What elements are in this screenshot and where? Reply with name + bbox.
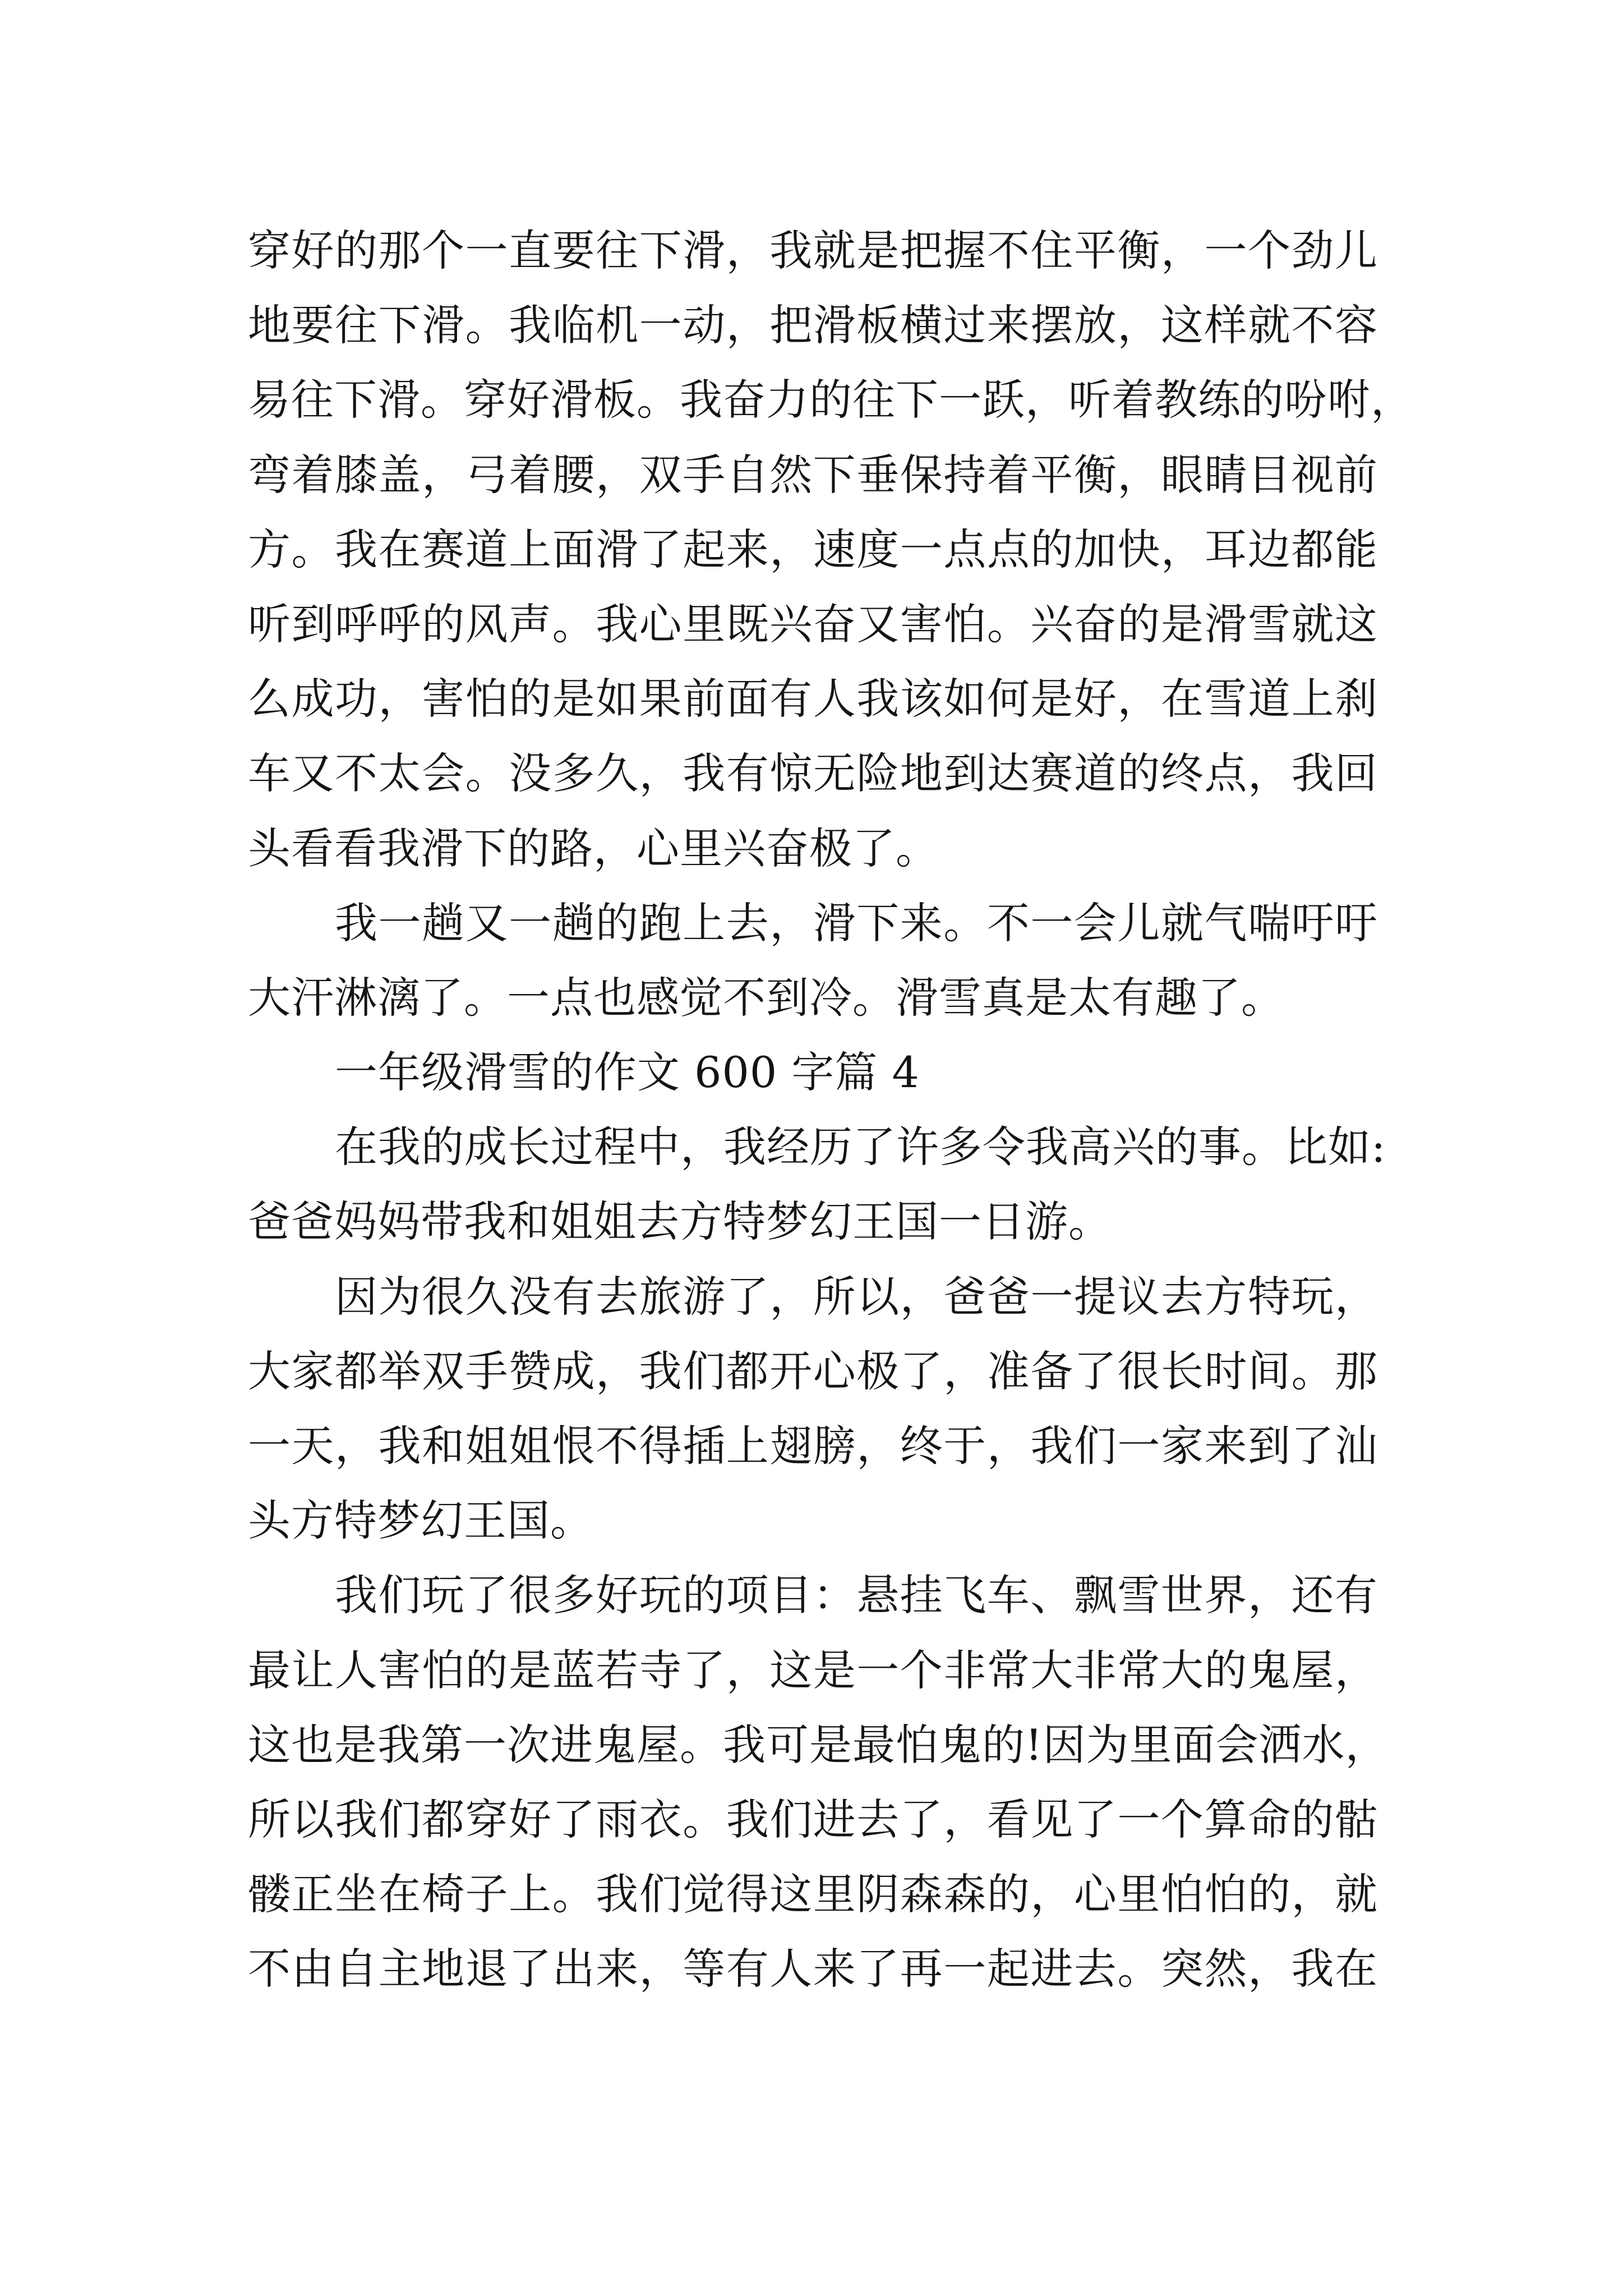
paragraph-start-line: 我们玩了很多好玩的项目：悬挂飞车、飘雪世界，还有: [335, 1570, 1378, 1621]
text-line: 这也是我第一次进鬼屋。我可是最怕鬼的!因为里面会洒水，: [248, 1719, 1389, 1770]
text-line: 髅正坐在椅子上。我们觉得这里阴森森的，心里怕怕的，就: [248, 1869, 1378, 1920]
text-line: 大汗淋漓了。一点也感觉不到冷。滑雪真是太有趣了。: [248, 972, 1284, 1023]
text-line: 车又不太会。没多久，我有惊无险地到达赛道的终点，我回: [248, 748, 1378, 799]
paragraph-start-line: 在我的成长过程中，我经历了许多令我高兴的事。比如:: [335, 1122, 1386, 1172]
text-line: 所以我们都穿好了雨衣。我们进去了，看见了一个算命的骷: [248, 1794, 1378, 1844]
text-line: 爸爸妈妈带我和姐姐去方特梦幻王国一日游。: [248, 1197, 1112, 1247]
text-line: 易往下滑。穿好滑板。我奋力的往下一跃，听着教练的吩咐，: [248, 375, 1414, 425]
text-line: 穿好的那个一直要往下滑，我就是把握不住平衡，一个劲儿: [248, 226, 1378, 275]
text-line: 么成功，害怕的是如果前面有人我该如何是好，在雪道上刹: [248, 674, 1378, 724]
essay-body: [248, 213, 1414, 2007]
text-line: 听到呼呼的风声。我心里既兴奋又害怕。兴奋的是滑雪就这: [248, 599, 1378, 649]
text-line: 头方特梦幻王国。: [248, 1496, 593, 1546]
section-heading: 一年级滑雪的作文 600 字篇 4: [335, 1047, 920, 1098]
text-line: 大家都举双手赞成，我们都开心极了，准备了很长时间。那: [248, 1346, 1378, 1396]
text-line: 最让人害怕的是蓝若寺了，这是一个非常大非常大的鬼屋，: [248, 1645, 1378, 1695]
text-line: 一天，我和姐姐恨不得插上翅膀，终于，我们一家来到了汕: [248, 1421, 1378, 1471]
text-line: 方。我在赛道上面滑了起来，速度一点点的加快，耳边都能: [248, 524, 1378, 574]
text-line: 不由自主地退了出来，等有人来了再一起进去。突然，我在: [248, 1944, 1378, 1994]
text-line: 地要往下滑。我临机一动，把滑板横过来摆放，这样就不容: [248, 300, 1378, 351]
paragraph-start-line: 我一趟又一趟的跑上去，滑下来。不一会儿就气喘吁吁: [335, 898, 1378, 948]
text-line: 头看看我滑下的路，心里兴奋极了。: [248, 823, 939, 873]
text-line: 弯着膝盖，弓着腰，双手自然下垂保持着平衡，眼睛目视前: [248, 449, 1378, 500]
paragraph-start-line: 因为很久没有去旅游了，所以，爸爸一提议去方特玩，: [335, 1271, 1378, 1322]
